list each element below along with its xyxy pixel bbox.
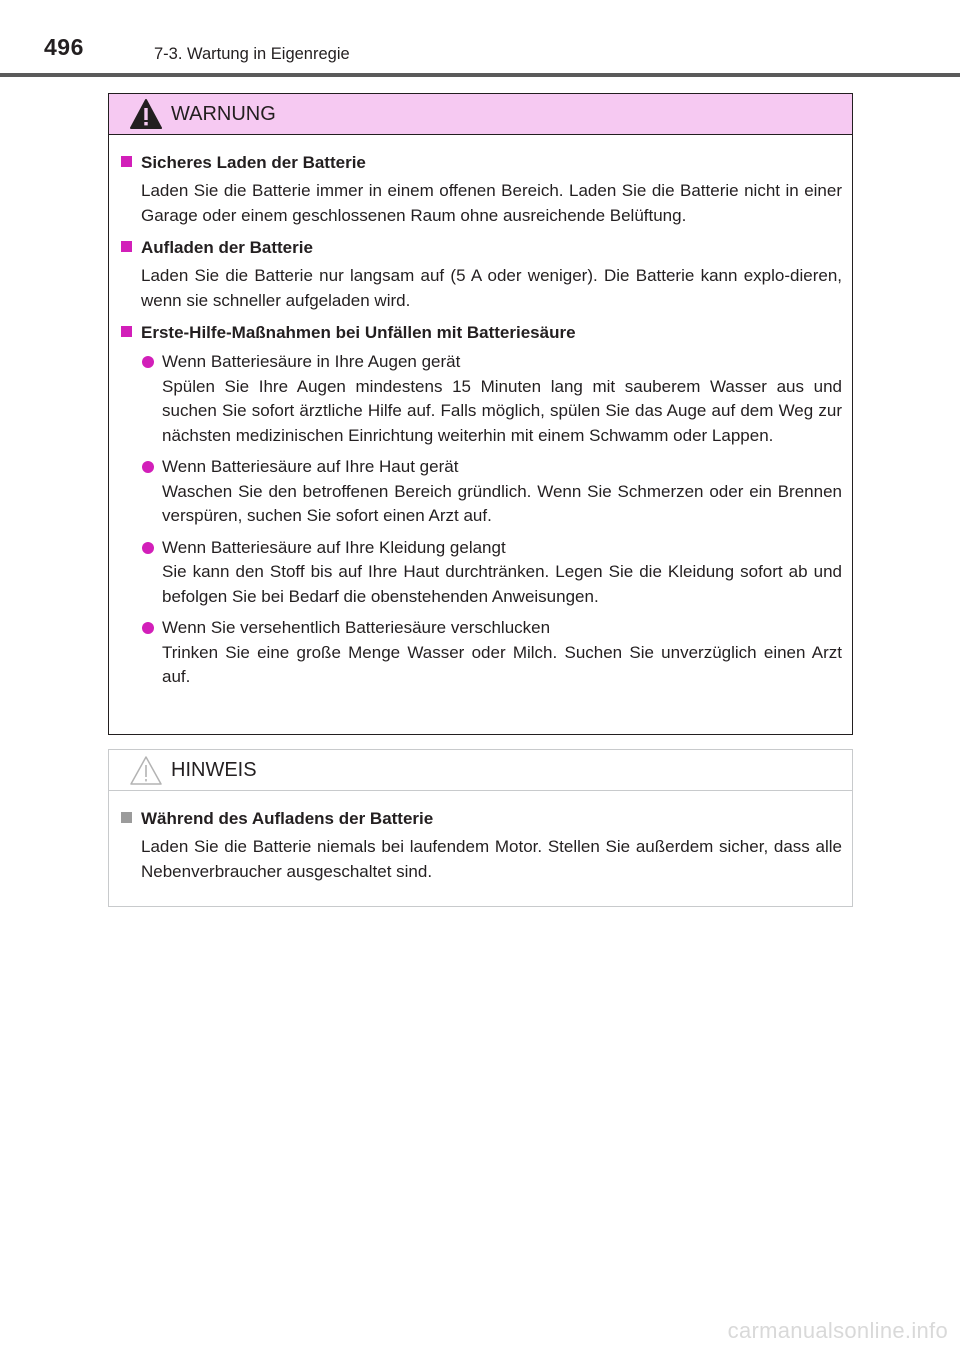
section-title: Aufladen der Batterie: [117, 234, 842, 261]
list-item-text: Sie kann den Stoff bis auf Ihre Haut durchtränken. Legen Sie die Kleidung sofort ab und befolgen Sie bei Bedarf die obenstehenden Anweisungen.: [162, 562, 842, 606]
notice-content: [109, 791, 852, 884]
section-text: Laden Sie die Batterie nur langsam auf (5 A oder weniger). Die Batterie kann explo-dieren, wenn sie schneller aufgeladen wird.: [141, 266, 842, 310]
list-item: [117, 536, 842, 610]
list-item: [117, 616, 842, 690]
list-item-heading: Wenn Sie versehentlich Batteriesäure verschlucken: [162, 618, 551, 637]
square-bullet-icon: [121, 812, 132, 823]
notice-header: [109, 750, 852, 791]
round-bullet-icon: [142, 622, 154, 634]
list-item: [117, 455, 842, 529]
warning-box: [108, 93, 853, 735]
list-item-heading: Wenn Batteriesäure in Ihre Augen gerät: [162, 352, 461, 371]
square-bullet-icon: [121, 326, 132, 337]
warning-header: [109, 94, 852, 135]
chapter-section-title: 7-3. Wartung in Eigenregie: [154, 45, 350, 63]
square-bullet-icon: [121, 241, 132, 252]
page-number: 496: [44, 34, 84, 60]
section-title: Sicheres Laden der Batterie: [117, 149, 842, 176]
notice-box: [108, 749, 853, 907]
round-bullet-icon: [142, 461, 154, 473]
page-header: [0, 0, 960, 80]
section-text: Laden Sie die Batterie immer in einem offenen Bereich. Laden Sie die Batterie nicht in einer Garage oder einem geschlossenen Raum ohne ausreichende Belüftung.: [141, 181, 842, 225]
list-item-heading: Wenn Batteriesäure auf Ihre Kleidung gelangt: [162, 537, 506, 557]
list-item-text: Trinken Sie eine große Menge Wasser oder Milch. Suchen Sie unverzüglich einen Arzt auf.: [162, 642, 842, 686]
list-item-text: Spülen Sie Ihre Augen mindestens 15 Minuten lang mit sauberem Wasser aus und suchen Sie sofort ärztliche Hilfe auf. Falls möglich, spülen Sie das Auge auf dem Weg zur nächsten medizinischen Einrichtung weiterhin mit einem Schwamm oder Lappen.: [162, 376, 842, 445]
caution-triangle-outline-icon: [129, 754, 163, 786]
round-bullet-icon: [142, 542, 154, 554]
round-bullet-icon: [142, 356, 154, 368]
header-rule: [0, 73, 960, 77]
warning-triangle-icon: [129, 98, 163, 130]
section-text: Laden Sie die Batterie niemals bei laufendem Motor. Stellen Sie außerdem sicher, dass alle Nebenverbraucher ausgeschaltet sind.: [141, 837, 842, 881]
section-title: Während des Aufladens der Batterie: [117, 805, 842, 832]
section-title: Erste-Hilfe-Maßnahmen bei Unfällen mit Batteriesäure: [117, 319, 842, 346]
notice-heading: HINWEIS: [171, 759, 257, 781]
square-bullet-icon: [121, 156, 132, 167]
list-item-heading: Wenn Batteriesäure auf Ihre Haut gerät: [162, 457, 459, 476]
list-item-text: Waschen Sie den betroffenen Bereich gründlich. Wenn Sie Schmerzen oder ein Brennen verspüren, suchen Sie sofort einen Arzt auf.: [162, 481, 842, 525]
list-item: [117, 350, 842, 448]
warning-heading: WARNUNG: [171, 103, 276, 125]
watermark: carmanualsonline.info: [727, 1318, 948, 1343]
warning-content: [109, 135, 852, 690]
